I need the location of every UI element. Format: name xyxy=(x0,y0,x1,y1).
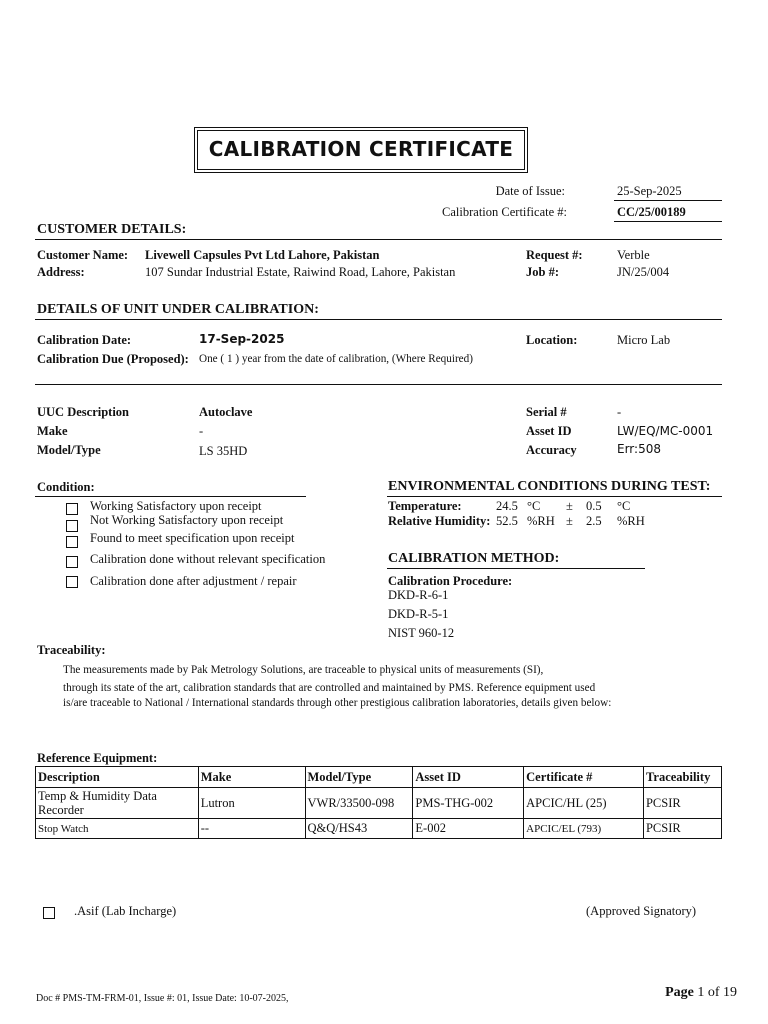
table-cell: Stop Watch xyxy=(36,819,199,839)
condition-option-working: Working Satisfactory upon receipt xyxy=(90,499,262,513)
location-value: Micro Lab xyxy=(617,333,671,347)
condition-heading: Condition: xyxy=(37,480,95,494)
make-value: - xyxy=(199,424,204,438)
reference-equipment-heading: Reference Equipment: xyxy=(37,751,158,765)
table-cell: Q&Q/HS43 xyxy=(305,819,413,839)
humidity-plusminus: ± xyxy=(566,514,573,528)
condition-checkbox-after-adjustment[interactable] xyxy=(66,576,78,588)
customer-name-label: Customer Name: xyxy=(37,248,129,262)
unit-details-heading: DETAILS OF UNIT UNDER CALIBRATION: xyxy=(37,302,319,317)
condition-rule xyxy=(35,496,306,497)
temperature-uncertainty: 0.5 xyxy=(586,499,602,513)
uuc-description-value: Autoclave xyxy=(199,405,253,419)
reference-equipment-table xyxy=(35,766,722,839)
condition-option-after-adjustment: Calibration done after adjustment / repair xyxy=(90,574,297,588)
request-label: Request #: xyxy=(526,248,583,262)
traceability-line: through its state of the art, calibration standards that are controlled and maintained by PMS. Reference equipment used xyxy=(63,682,596,694)
humidity-value: 52.5 xyxy=(496,514,518,528)
customer-name-value: Livewell Capsules Pvt Ltd Lahore, Pakistan xyxy=(145,248,380,262)
temperature-label: Temperature: xyxy=(388,499,462,513)
cert-number-label: Calibration Certificate #: xyxy=(442,205,567,219)
traceability-line: is/are traceable to National / International standards through other prestigious calibration laboratories, details given below: xyxy=(63,697,612,709)
traceability-heading: Traceability: xyxy=(37,643,106,657)
table-header-row xyxy=(36,767,722,788)
calibration-date-value: 17-Sep-2025 xyxy=(199,332,285,346)
customer-rule xyxy=(35,239,722,240)
table-cell: Temp & Humidity Data Recorder xyxy=(36,788,199,819)
environment-rule xyxy=(387,496,722,497)
accuracy-label: Accuracy xyxy=(526,443,577,457)
job-label: Job #: xyxy=(526,265,559,279)
cert-number-value: CC/25/00189 xyxy=(617,205,686,219)
asset-id-label: Asset ID xyxy=(526,424,572,438)
environment-heading: ENVIRONMENTAL CONDITIONS DURING TEST: xyxy=(388,479,711,494)
lab-incharge-signature: .Asif (Lab Incharge) xyxy=(74,904,177,918)
condition-checkbox-without-spec[interactable] xyxy=(66,556,78,568)
traceability-line: The measurements made by Pak Metrology Solutions, are traceable to physical units of measurements (SI), xyxy=(63,664,544,676)
model-label: Model/Type xyxy=(37,443,101,457)
page-count: 1 of 19 xyxy=(697,985,737,1000)
job-value: JN/25/004 xyxy=(617,265,670,279)
page-word: Page xyxy=(665,985,694,1000)
table-cell: E-002 xyxy=(413,819,524,839)
table-cell: APCIC/EL (793) xyxy=(524,819,644,839)
calibration-due-value: One ( 1 ) year from the date of calibration, (Where Required) xyxy=(199,353,473,365)
uuc-description-label: UUC Description xyxy=(37,405,130,419)
temperature-value: 24.5 xyxy=(496,499,518,513)
date-of-issue-label: Date of Issue: xyxy=(495,184,565,198)
table-cell: -- xyxy=(198,819,305,839)
column-header: Description xyxy=(36,767,199,788)
humidity-unit: %RH xyxy=(527,514,555,528)
unit-bottom-rule xyxy=(35,384,722,385)
certificate-title: CALIBRATION CERTIFICATE xyxy=(208,137,514,161)
humidity-label: Relative Humidity: xyxy=(388,514,491,528)
certificate-title-box xyxy=(197,130,525,170)
unit-rule xyxy=(35,319,722,320)
serial-label: Serial # xyxy=(526,405,567,419)
customer-details-heading: CUSTOMER DETAILS: xyxy=(37,222,187,237)
condition-checkbox-meets-spec[interactable] xyxy=(66,536,78,548)
date-of-issue-value: 25-Sep-2025 xyxy=(617,184,682,198)
address-value: 107 Sundar Industrial Estate, Raiwind Road, Lahore, Pakistan xyxy=(145,265,456,279)
table-cell: PCSIR xyxy=(643,788,721,819)
condition-checkbox-not-working[interactable] xyxy=(66,520,78,532)
table-cell: PMS-THG-002 xyxy=(413,788,524,819)
table-cell: Lutron xyxy=(198,788,305,819)
temperature-plusminus: ± xyxy=(566,499,573,513)
cert-underline xyxy=(614,221,722,222)
calibration-method-heading: CALIBRATION METHOD: xyxy=(388,551,560,566)
condition-checkbox-working[interactable] xyxy=(66,503,78,515)
table-row xyxy=(36,788,722,819)
column-header: Asset ID xyxy=(413,767,524,788)
document-reference: Doc # PMS-TM-FRM-01, Issue #: 01, Issue Date: 10-07-2025, xyxy=(36,993,289,1004)
make-label: Make xyxy=(37,424,68,438)
signature-checkbox[interactable] xyxy=(43,907,55,919)
model-value: LS 35HD xyxy=(199,444,248,458)
humidity-uncertainty: 2.5 xyxy=(586,514,602,528)
approved-signatory: (Approved Signatory) xyxy=(586,904,697,918)
procedure-item: DKD-R-6-1 xyxy=(388,588,449,602)
condition-option-not-working: Not Working Satisfactory upon receipt xyxy=(90,513,284,527)
condition-option-without-spec: Calibration done without relevant specification xyxy=(90,552,326,566)
temperature-uncertainty-unit: °C xyxy=(617,499,631,513)
column-header: Certificate # xyxy=(524,767,644,788)
page-number xyxy=(665,985,737,1001)
procedure-item: DKD-R-5-1 xyxy=(388,607,449,621)
temperature-unit: °C xyxy=(527,499,541,513)
condition-option-meets-spec: Found to meet specification upon receipt xyxy=(90,531,295,545)
column-header: Make xyxy=(198,767,305,788)
table-row xyxy=(36,819,722,839)
column-header: Model/Type xyxy=(305,767,413,788)
humidity-uncertainty-unit: %RH xyxy=(617,514,645,528)
asset-id-value: LW/EQ/MC-0001 xyxy=(617,424,714,438)
date-underline xyxy=(614,200,722,201)
table-cell: APCIC/HL (25) xyxy=(524,788,644,819)
table-cell: VWR/33500-098 xyxy=(305,788,413,819)
serial-value: - xyxy=(617,405,622,419)
calibration-procedure-label: Calibration Procedure: xyxy=(388,574,513,588)
column-header: Traceability xyxy=(643,767,721,788)
accuracy-value: Err:508 xyxy=(617,442,661,456)
calibration-due-label: Calibration Due (Proposed): xyxy=(37,352,189,366)
address-label: Address: xyxy=(37,265,85,279)
procedure-item: NIST 960-12 xyxy=(388,626,455,640)
location-label: Location: xyxy=(526,333,578,347)
calibration-date-label: Calibration Date: xyxy=(37,333,132,347)
request-value: Verble xyxy=(617,248,650,262)
table-cell: PCSIR xyxy=(643,819,721,839)
method-rule xyxy=(387,568,645,569)
